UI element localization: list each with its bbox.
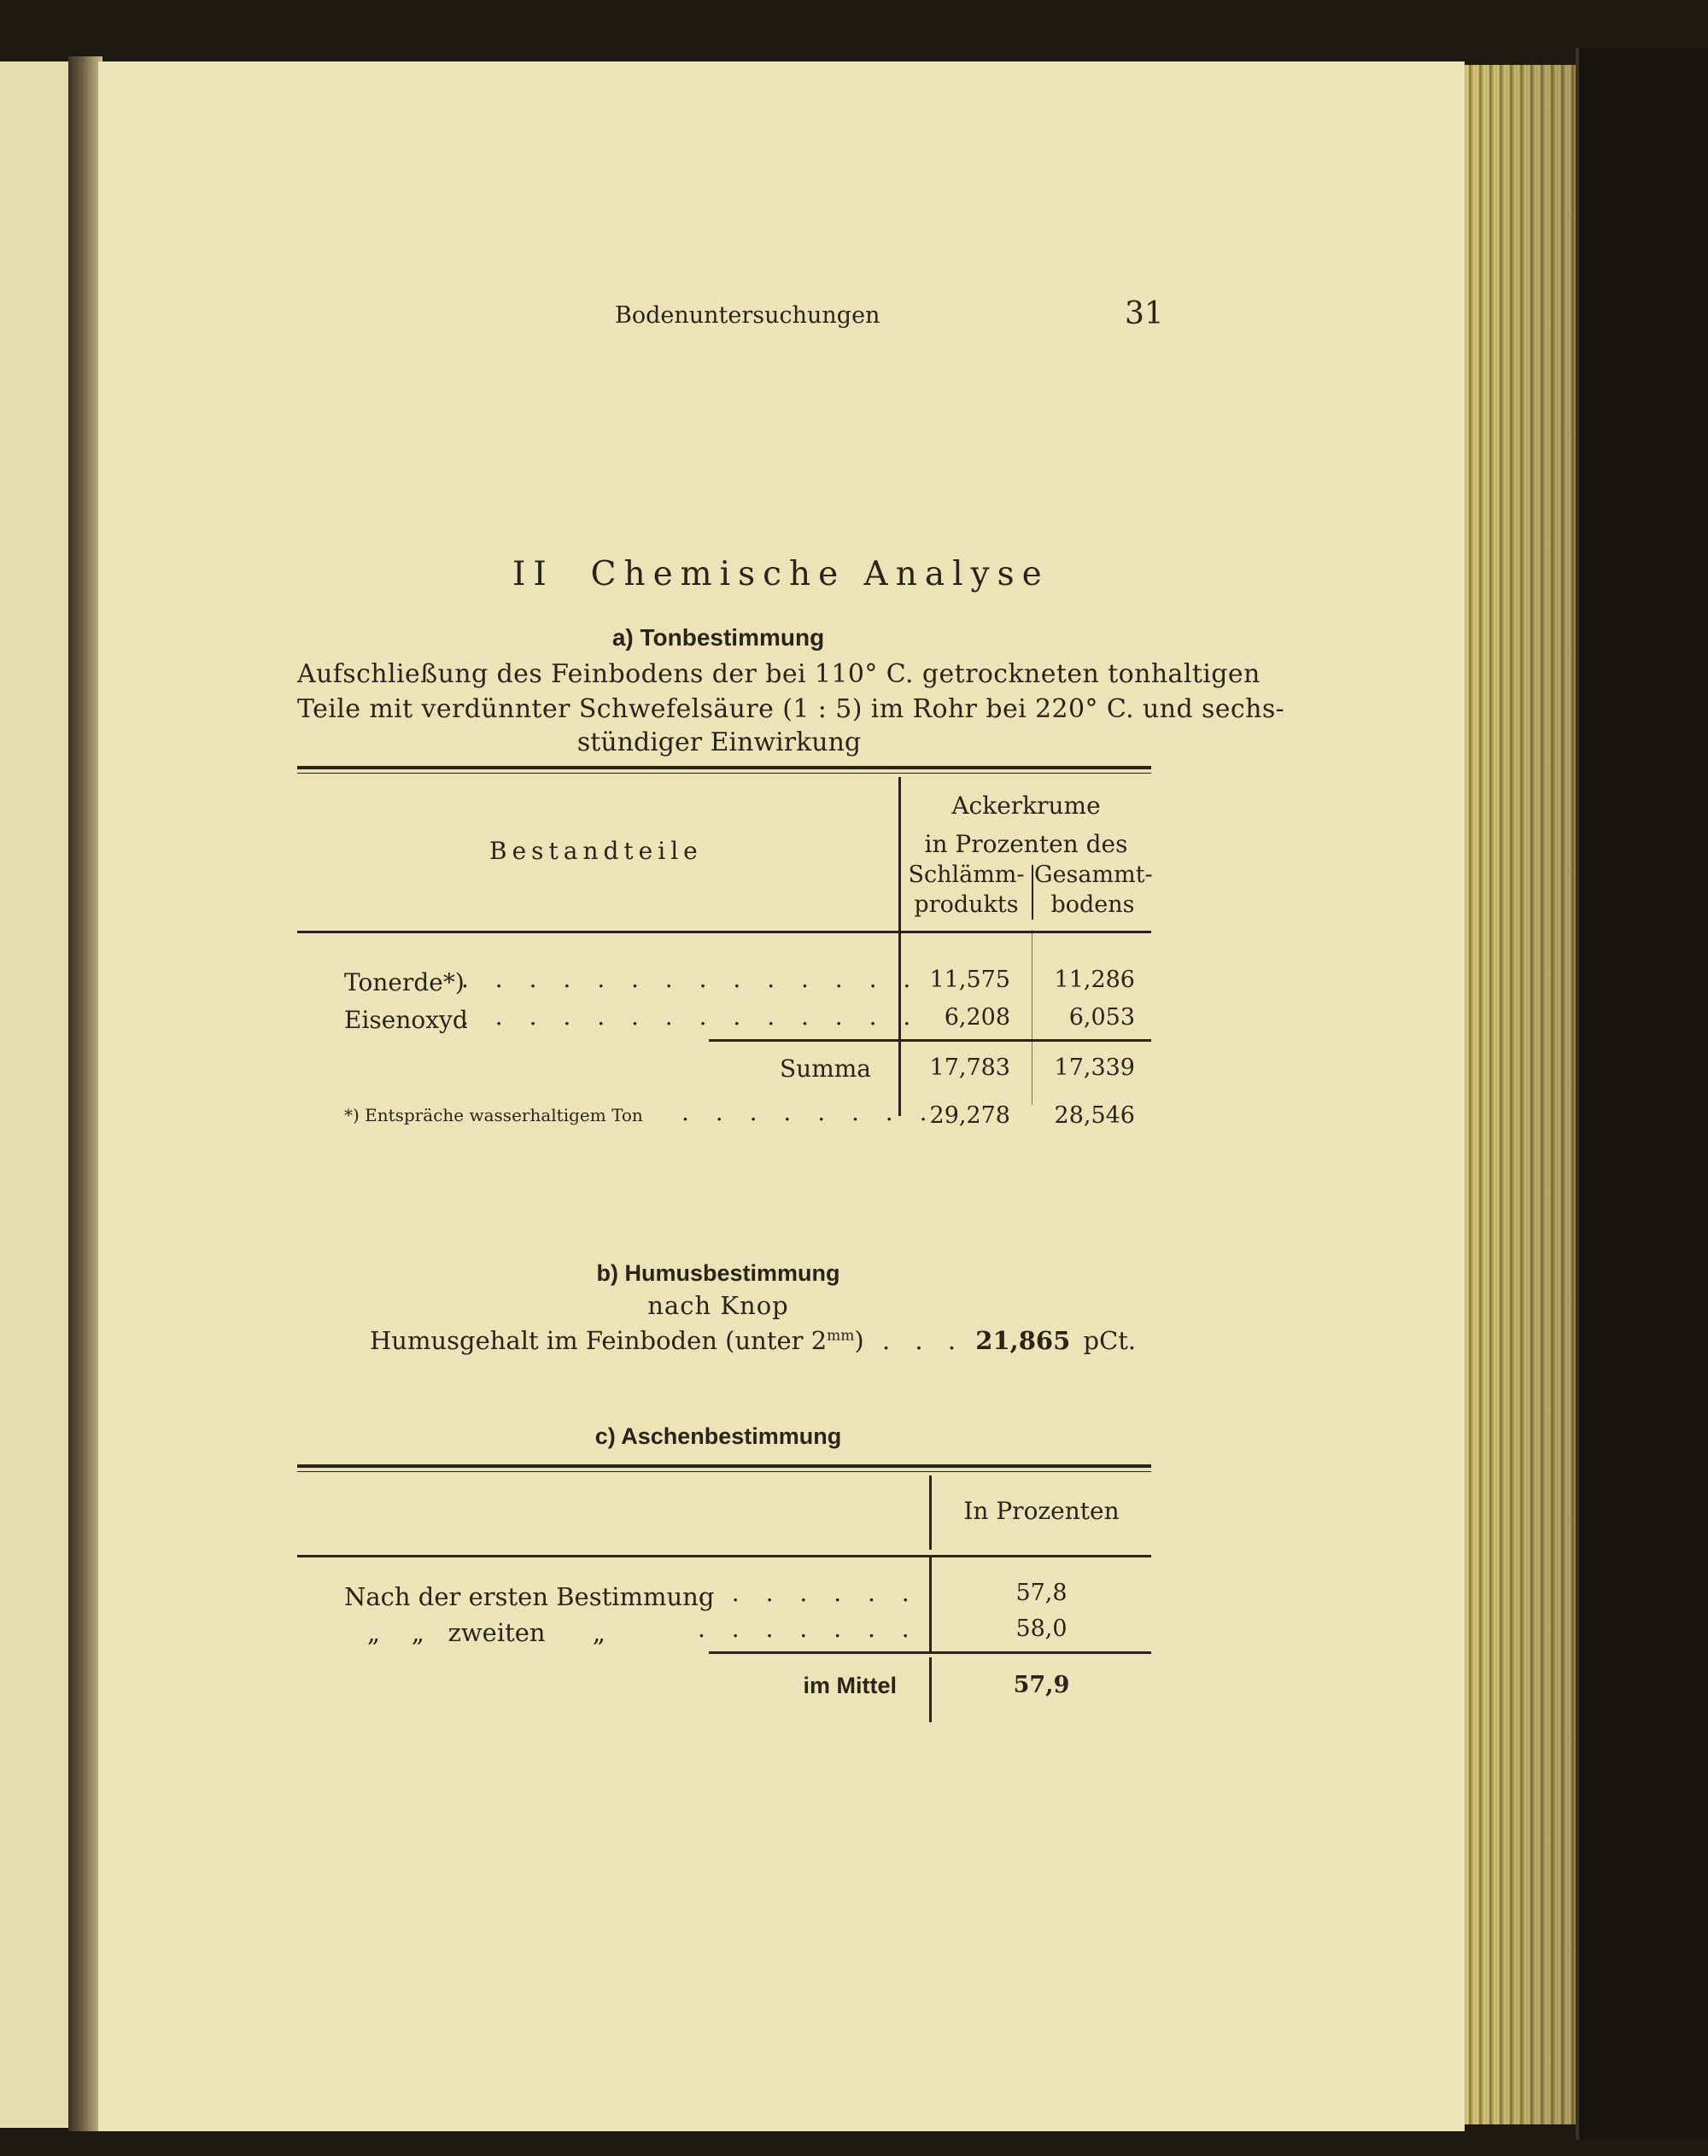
asche-row-label-2: „ „ zweiten „ bbox=[367, 1618, 605, 1647]
group-header-ackerkrume: Ackerkrume bbox=[951, 792, 1101, 820]
humus-value: 21,865 bbox=[975, 1326, 1071, 1355]
footnote-schlaemm-value: 29,278 bbox=[929, 1102, 1010, 1129]
humus-unit-sup: mm bbox=[827, 1327, 855, 1345]
section-title: II Chemische Analyse bbox=[512, 555, 1050, 593]
table2-top-rule bbox=[297, 1464, 1151, 1468]
summa-schlaemm-value: 17,783 bbox=[929, 1055, 1010, 1081]
humus-label: Humusgehalt im Feinboden (unter 2 bbox=[370, 1326, 828, 1355]
humus-heading: b) Humusbestimmung bbox=[596, 1260, 840, 1286]
tonbestimmung-heading: a) Tonbestimmung bbox=[611, 624, 825, 651]
humus-unit: pCt. bbox=[1083, 1326, 1137, 1355]
tonerde-schlaemm-value: 11,575 bbox=[929, 967, 1010, 993]
humus-leader: . . . bbox=[881, 1326, 965, 1355]
summa-label: Summa bbox=[779, 1055, 871, 1083]
col1-header-line2: produkts bbox=[914, 891, 1019, 918]
asche-row-leader: . . . . . . . bbox=[698, 1615, 919, 1643]
mittel-value: 57,9 bbox=[1013, 1672, 1070, 1698]
footnote-leader: . . . . . . . . bbox=[681, 1098, 937, 1126]
tonerde-gesammt-value: 11,286 bbox=[1054, 967, 1135, 993]
summa-rule bbox=[709, 1039, 1151, 1042]
row-leader: . . . . . . . . . . . . . . bbox=[461, 965, 921, 993]
asche-value-2: 58,0 bbox=[1015, 1616, 1068, 1642]
col1-header-line1: Schlämm- bbox=[908, 862, 1025, 888]
intro-line-3: stündiger Einwirkung bbox=[576, 727, 862, 757]
row-label-eisenoxyd: Eisenoxyd bbox=[344, 1006, 468, 1034]
table2-header-rule bbox=[297, 1555, 1151, 1557]
page-number: 31 bbox=[1125, 296, 1164, 331]
humus-label-close: ) bbox=[854, 1326, 864, 1355]
row-leader: . . . . . . . . . . . . . . bbox=[461, 1002, 921, 1031]
mittel-rule bbox=[709, 1651, 1151, 1654]
intro-line-1: Aufschließung des Feinbodens der bei 110° C. getrockneten tonhaltigen bbox=[297, 659, 1261, 689]
asche-value-1: 57,8 bbox=[1015, 1580, 1068, 1606]
table1-header-rule bbox=[297, 931, 1151, 933]
row-label-tonerde: Tonerde*) bbox=[344, 968, 465, 996]
table1-top-rule-thin bbox=[297, 773, 1151, 774]
asche-row-label-1: Nach der ersten Bestimmung bbox=[344, 1582, 715, 1611]
running-title: Bodenuntersuchungen bbox=[615, 302, 880, 329]
eisenoxyd-schlaemm-value: 6,208 bbox=[944, 1004, 1010, 1031]
col2-header-line1: Gesammt- bbox=[1034, 862, 1153, 888]
table1-subcol-separator bbox=[1032, 865, 1033, 920]
page bbox=[98, 61, 1465, 2131]
asche-heading: c) Aschenbestimmung bbox=[594, 1423, 842, 1449]
humus-line bbox=[370, 1326, 1136, 1355]
book-gutter bbox=[68, 56, 102, 2131]
eisenoxyd-gesammt-value: 6,053 bbox=[1068, 1004, 1135, 1031]
humus-subheading: nach Knop bbox=[647, 1291, 789, 1320]
asche-row-leader: . . . . . . . bbox=[698, 1579, 919, 1607]
table2-col-header: In Prozenten bbox=[963, 1497, 1120, 1525]
col2-header-line2: bodens bbox=[1050, 891, 1135, 918]
footnote-gesammt-value: 28,546 bbox=[1054, 1102, 1135, 1129]
summa-gesammt-value: 17,339 bbox=[1054, 1055, 1135, 1081]
table1-top-rule bbox=[297, 766, 1151, 769]
intro-line-2: Teile mit verdünnter Schwefelsäure (1 : 5) im Rohr bei 220° C. und sechs- bbox=[297, 694, 1285, 724]
col-bestandteile: Bestandteile bbox=[489, 837, 703, 865]
previous-page-edge bbox=[0, 61, 71, 2128]
mittel-label: im Mittel bbox=[803, 1673, 897, 1698]
group-subheader: in Prozenten des bbox=[924, 830, 1128, 858]
table2-top-rule-thin bbox=[297, 1471, 1151, 1472]
footnote-label: *) Entspräche wasserhaltigem Ton bbox=[344, 1105, 643, 1125]
book-cover bbox=[1576, 48, 1708, 2140]
page-edge-shadow bbox=[1465, 65, 1576, 2124]
